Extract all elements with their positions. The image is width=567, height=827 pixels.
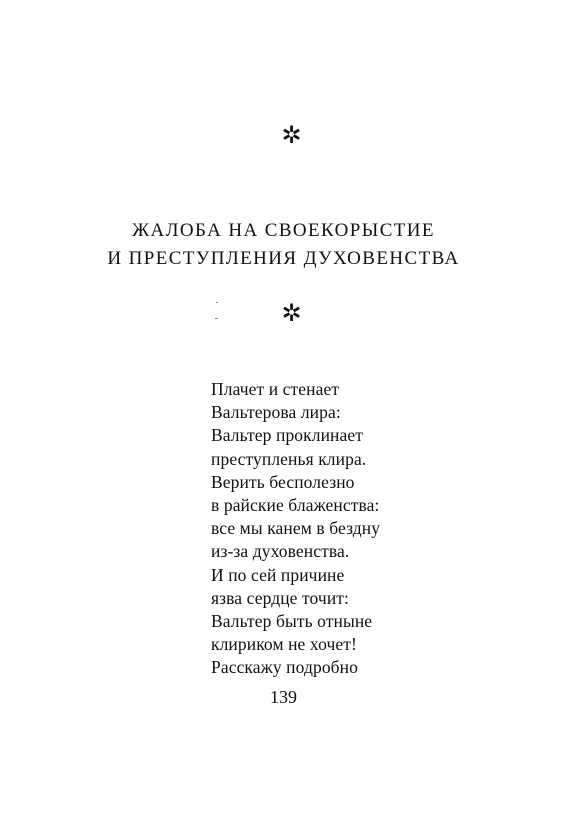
poem-line: язва сердце точит: — [211, 587, 350, 608]
poem-line: Верить бесполезно — [211, 471, 355, 492]
poem-line: Плачет и стенает — [211, 379, 340, 399]
poem-line: Вальтер проклинает — [211, 425, 363, 446]
poem-line: И по сей причине — [211, 564, 345, 585]
poem-title — [0, 217, 567, 273]
poem-title-line-2: И ПРЕСТУПЛЕНИЯ ДУХОВЕНСТВА — [107, 247, 460, 269]
poem-line: все мы канем в бездну — [211, 518, 381, 539]
poem-title-line-1: ЖАЛОБА НА СВОЕКОРЫСТИЕ — [132, 219, 435, 241]
asterisk-ornament-mid-icon: ✲ — [281, 301, 302, 327]
poem-line: в райские блаженства: — [211, 495, 380, 516]
poem-line: клириком не хочет! — [211, 634, 357, 655]
asterisk-ornament-top-icon: ✲ — [281, 123, 302, 149]
poem-line: из-за духовенства. — [211, 541, 350, 562]
poem-line: Вальтерова лира: — [211, 402, 341, 423]
poem-line: преступленья клира. — [211, 448, 367, 469]
poem-line: Вальтер быть отныне — [211, 611, 373, 632]
poem-body — [211, 378, 380, 680]
poem-line: Расскажу подробно — [211, 657, 358, 678]
page-number: 139 — [270, 687, 297, 707]
